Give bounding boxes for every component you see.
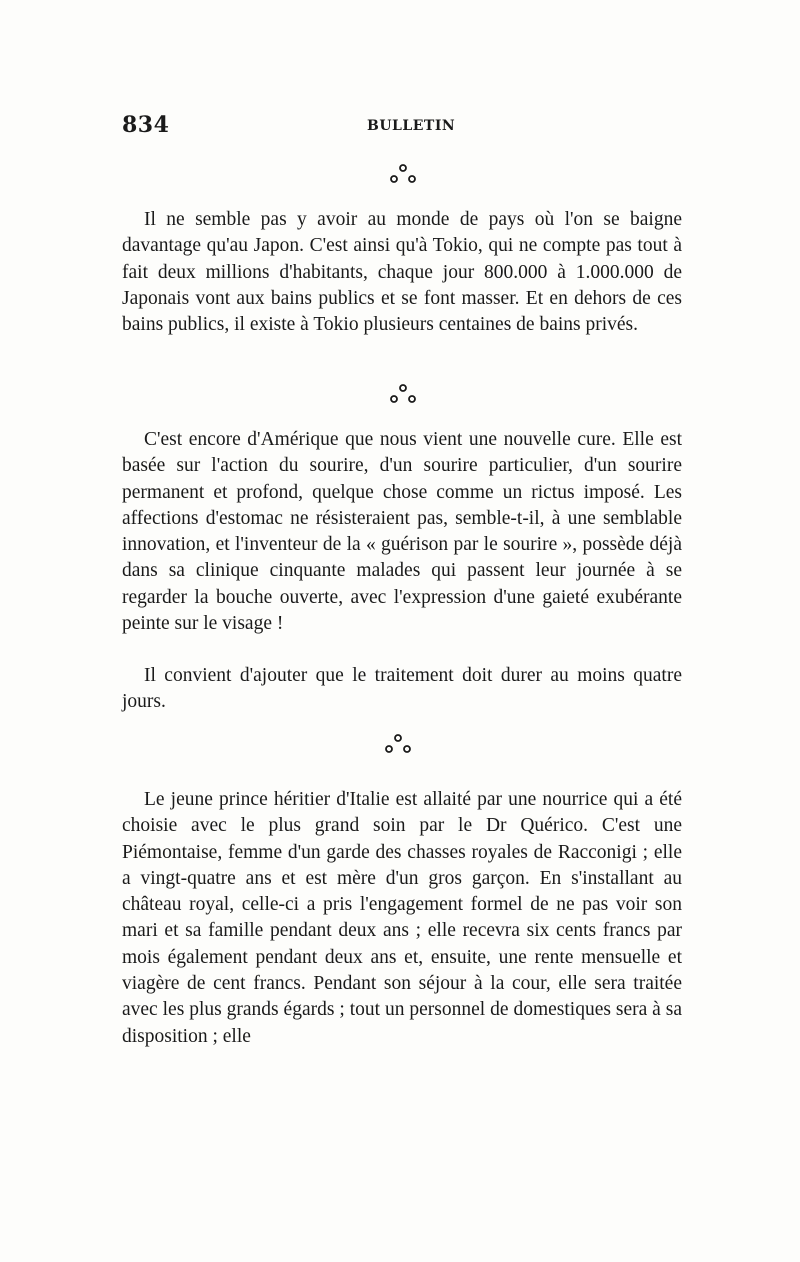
- paragraph-japan-baths: Il ne semble pas y avoir au monde de pays où l'on se baigne davantage qu'au Japon. C'est ainsi qu'à Tokio, qui ne compte pas tout à fait deux millions d'habitants, chaque jour 800.000 à 1.000.000 de Japonais vont aux bains publics et se font masser. Et en dehors de ces bains publics, il existe à Tokio plusieurs centaines de bains privés.: [122, 209, 682, 336]
- asterism-icon: [388, 383, 418, 405]
- paragraph-treatment-duration: Il convient d'ajouter que le traitement doit durer au moins quatre jours.: [122, 665, 682, 713]
- page-number: 834: [122, 112, 170, 138]
- paragraph-italian-prince: Le jeune prince héritier d'Italie est allaité par une nourrice qui a été choisie avec le plus grand soin par le Dr Quérico. C'est une Piémontaise, femme d'un garde des chasses royales de Racconigi ; elle a vingt-quatre ans et est mère d'un gros garçon. En s'installant au château royal, celle-ci a pris l'engagement formel de ne pas voir son mari et sa famille pendant deux ans ; elle recevra six cents francs par mois également pendant deux ans et, ensuite, une rente mensuelle et viagère de cent francs. Pendant son séjour à la cour, elle sera traitée avec les plus grands égards ; tout un personnel de domestiques sera à sa disposition ; elle: [122, 789, 682, 1047]
- page-header: [122, 112, 682, 142]
- asterism-icon: [388, 163, 418, 185]
- running-title: BULLETIN: [367, 118, 456, 134]
- asterism-icon: [383, 733, 413, 755]
- paragraph-smile-cure: C'est encore d'Amérique que nous vient une nouvelle cure. Elle est basée sur l'action du sourire, d'un sourire particulier, d'un sourire permanent et profond, quelque chose comme un rictus imposé. Les affections d'estomac ne résisteraient pas, semble-t-il, à une semblable innovation, et l'inventeur de la « guérison par le sourire », possède déjà dans sa clinique cinquante malades qui passent leur journée à se regarder la bouche ouverte, avec l'expression d'une gaieté exubérante peinte sur le visage !: [122, 429, 682, 635]
